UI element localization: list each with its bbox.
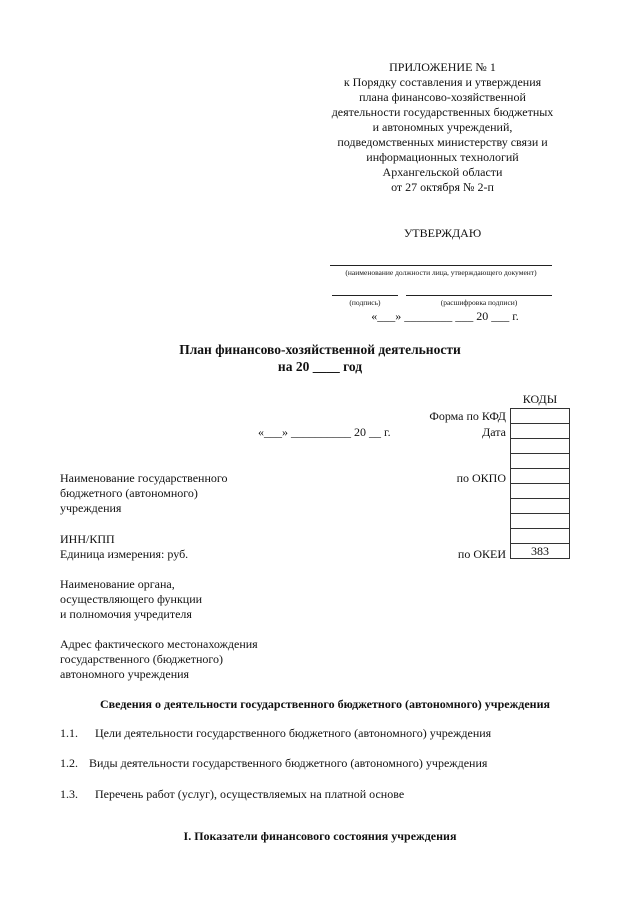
field-line: Адрес фактического местонахождения xyxy=(60,637,258,651)
code-cell xyxy=(511,529,570,544)
item-text: Перечень работ (услуг), осуществляемых на платной основе xyxy=(95,787,405,801)
date-label: Дата xyxy=(482,425,506,439)
position-line xyxy=(330,265,552,266)
field-line: и полномочия учредителя xyxy=(60,607,192,621)
appendix-block xyxy=(300,60,585,195)
code-cell xyxy=(511,514,570,529)
appendix-line: плана финансово-хозяйственной xyxy=(359,90,526,104)
item-number: 1.1. xyxy=(60,726,78,740)
field-line: Наименование органа, xyxy=(60,577,175,591)
approval-date: «___» ________ ___ 20 ___ г. xyxy=(371,309,519,323)
info-item-1-3 xyxy=(60,787,404,802)
code-cell xyxy=(511,454,570,469)
inn-kpp-label: ИНН/КПП xyxy=(60,532,115,546)
code-cell-kfd xyxy=(511,409,570,424)
code-cell-okei: 383 xyxy=(511,544,570,559)
info-item-1-2 xyxy=(60,756,487,771)
authority-label xyxy=(60,577,202,622)
appendix-line: от 27 октября № 2-п xyxy=(391,180,494,194)
address-label xyxy=(60,637,258,682)
appendix-line: деятельности государственных бюджетных xyxy=(331,105,554,119)
unit-label: Единица измерения: руб. xyxy=(60,547,189,561)
info-item-1-1 xyxy=(60,726,491,741)
appendix-line: Архангельской области xyxy=(382,165,503,179)
form-date-line: «___» __________ 20 __ г. xyxy=(258,425,391,439)
okpo-label: по ОКПО xyxy=(456,471,506,485)
appendix-line: и автономных учреждений, xyxy=(372,120,513,134)
field-line: бюджетного (автономного) xyxy=(60,486,198,500)
item-number: 1.2. xyxy=(60,756,78,770)
field-line: Наименование государственного xyxy=(60,471,228,485)
code-cell-okpo xyxy=(511,469,570,484)
appendix-line: подведомственных министерству связи и xyxy=(337,135,548,149)
appendix-line: ПРИЛОЖЕНИЕ № 1 xyxy=(389,60,496,74)
codes-header: КОДЫ xyxy=(522,392,558,406)
institution-name-label xyxy=(60,471,227,516)
field-line: автономного учреждения xyxy=(60,667,190,681)
field-line: осуществляющего функции xyxy=(60,592,203,606)
decoding-line xyxy=(406,295,552,296)
appendix-line: к Порядку составления и утверждения xyxy=(343,75,542,89)
form-kfd-label: Форма по КФД xyxy=(429,409,506,423)
code-cell xyxy=(511,484,570,499)
field-line: государственного (бюджетного) xyxy=(60,652,224,666)
item-number: 1.3. xyxy=(60,787,78,801)
item-text: Цели деятельности государственного бюджетного (автономного) учреждения xyxy=(95,726,492,740)
code-cell xyxy=(511,439,570,454)
info-heading: Сведения о деятельности государственного бюджетного (автономного) учреждения xyxy=(100,697,550,711)
signature-caption: (подпись) xyxy=(349,298,381,307)
okei-label: по ОКЕИ xyxy=(457,547,506,561)
field-line: учреждения xyxy=(60,501,122,515)
position-caption: (наименование должности лица, утверждающего документ) xyxy=(345,268,537,277)
approval-title: УТВЕРЖДАЮ xyxy=(403,226,482,240)
codes-table xyxy=(510,408,570,559)
decoding-caption: (расшифровка подписи) xyxy=(440,298,518,307)
plan-year: на 20 ____ год xyxy=(277,359,363,374)
code-cell xyxy=(511,499,570,514)
plan-title: План финансово-хозяйственной деятельности xyxy=(179,342,461,357)
item-text: Виды деятельности государственного бюджетного (автономного) учреждения xyxy=(89,756,488,770)
appendix-line: информационных технологий xyxy=(366,150,519,164)
section1-heading: I. Показатели финансового состояния учреждения xyxy=(183,829,457,843)
signature-line xyxy=(332,295,398,296)
code-cell-date xyxy=(511,424,570,439)
